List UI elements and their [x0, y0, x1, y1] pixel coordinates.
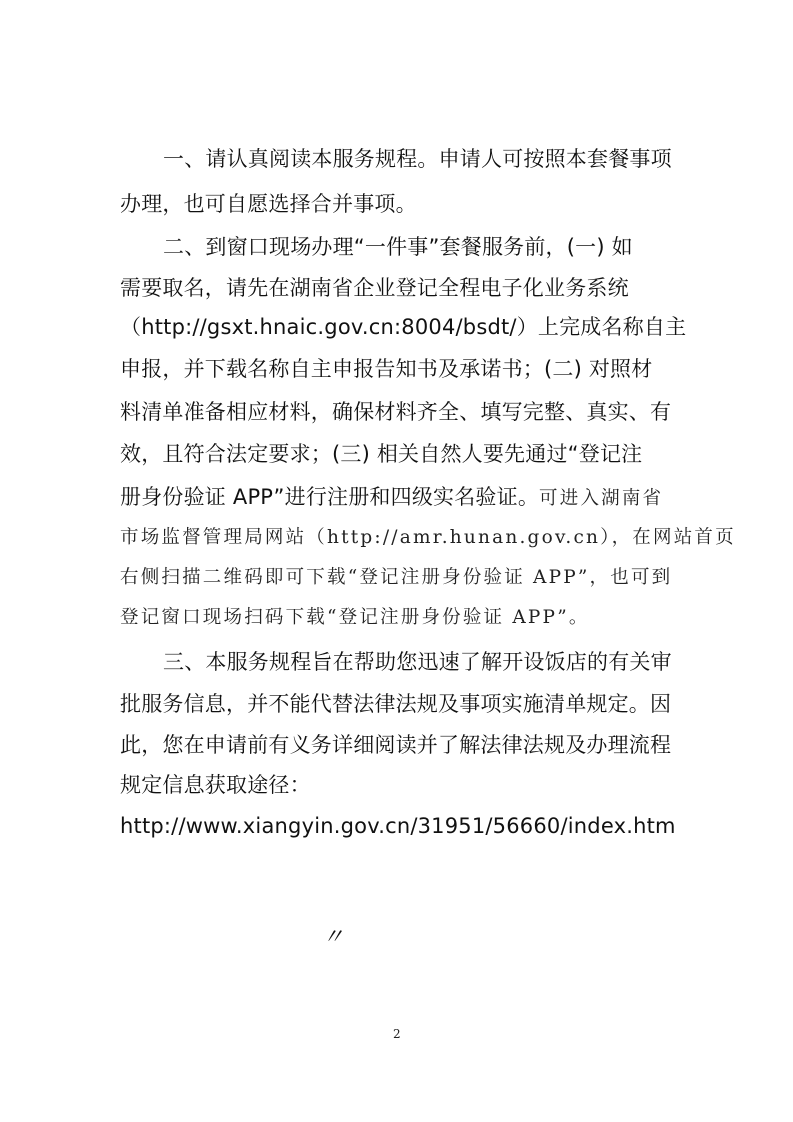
paragraph-2-line-3: （http://gsxt.hnaic.gov.cn:8004/bsdt/）上完成名称自主	[120, 315, 687, 339]
paragraph-3-line-2: 批服务信息，并不能代替法律法规及事项实施清单规定。因	[120, 692, 672, 716]
page-number: 2	[393, 1027, 401, 1041]
paragraph-3-line-3: 此，您在申请前有义务详细阅读并了解法律法规及办理流程	[120, 733, 672, 757]
paragraph-1-line-2: 办理，也可自愿选择合并事项。	[120, 192, 417, 216]
paragraph-2-line-7-serif: 可进入湖南省	[539, 488, 664, 509]
paragraph-3-line-4: 规定信息获取途径：	[120, 773, 311, 797]
paragraph-2-line-7	[120, 482, 663, 514]
paragraph-3-line-1: 三、本服务规程旨在帮助您迅速了解开设饭店的有关审	[163, 650, 672, 674]
paragraph-2-line-9: 右侧扫描二维码即可下载“登记注册身份验证 APP”，也可到	[120, 567, 673, 588]
paragraph-2-line-8: 市场监督管理局网站（http://amr.hunan.gov.cn），在网站首页	[120, 527, 736, 548]
paragraph-2-line-5: 料清单准备相应材料，确保材料齐全、填写完整、真实、有	[120, 400, 672, 424]
paragraph-2-line-1: 二、到窗口现场办理“一件事”套餐服务前，(一) 如	[163, 235, 633, 259]
stray-quote-mark: 〃	[322, 925, 345, 950]
paragraph-2-line-6: 效，且符合法定要求；(三) 相关自然人要先通过“登记注	[120, 442, 643, 466]
paragraph-2-line-2: 需要取名，请先在湖南省企业登记全程电子化业务系统	[120, 276, 629, 300]
reference-url: http://www.xiangyin.gov.cn/31951/56660/index.htm	[120, 814, 676, 838]
paragraph-2-line-4: 申报，并下载名称自主申报告知书及承诺书；(二) 对照材	[120, 357, 653, 381]
paragraph-1-line-1: 一、请认真阅读本服务规程。申请人可按照本套餐事项	[163, 147, 672, 171]
paragraph-2-line-7-sans: 册身份验证 APP”进行注册和四级实名验证。	[120, 485, 540, 509]
paragraph-2-line-10: 登记窗口现场扫码下载“登记注册身份验证 APP”。	[120, 607, 590, 628]
